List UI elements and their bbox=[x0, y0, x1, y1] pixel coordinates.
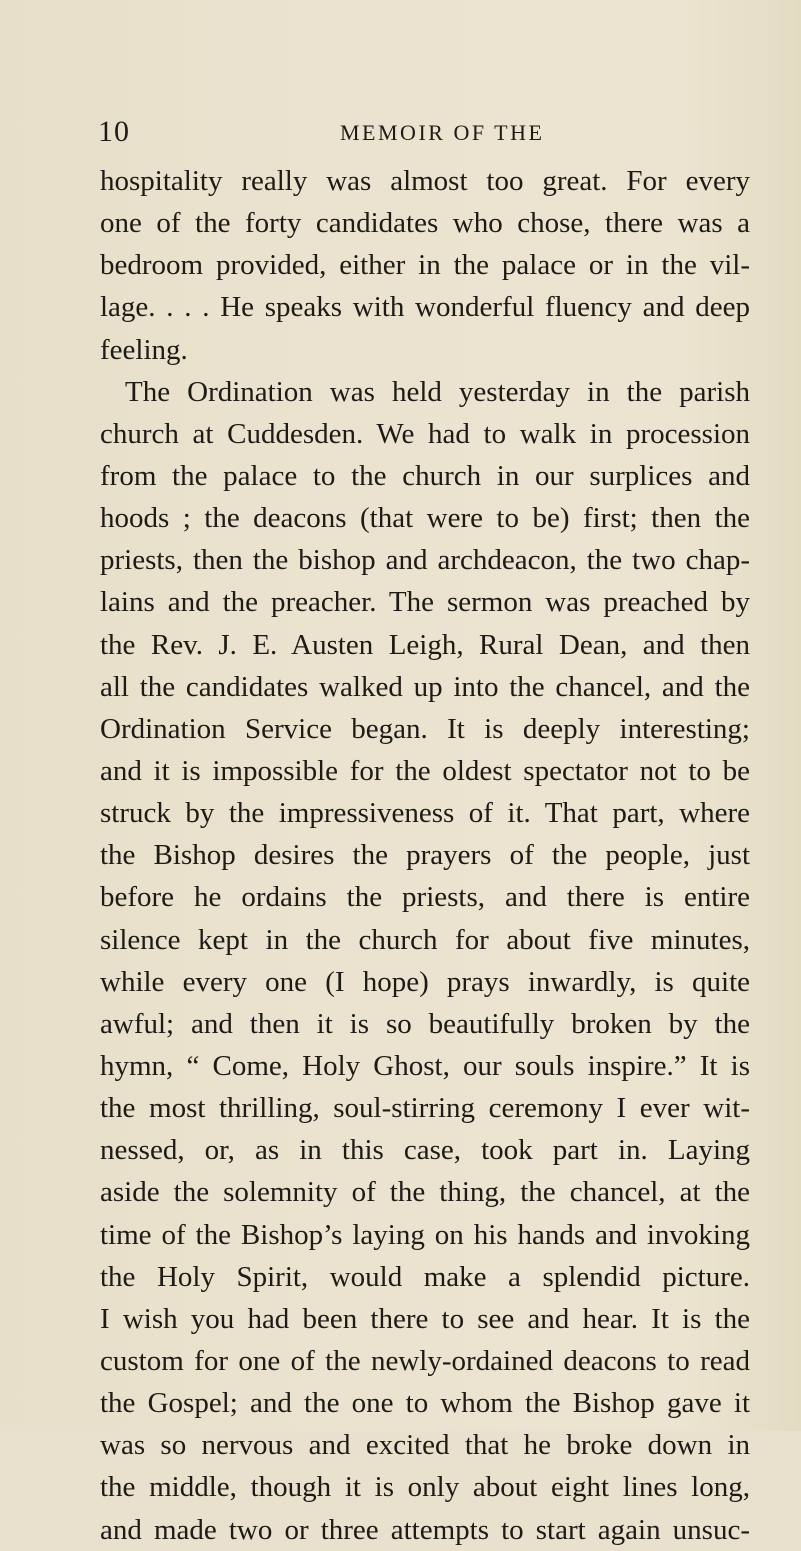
paragraph-first-line: The Ordination was held yesterday in the parish bbox=[125, 375, 750, 408]
text-line: hymn, “ Come, Holy Ghost, our souls inspire.” It is bbox=[100, 1049, 750, 1082]
text-line: from the palace to the church in our surplices and bbox=[100, 459, 750, 492]
text-line: the Bishop desires the prayers of the people, just bbox=[100, 839, 750, 872]
body-text bbox=[100, 160, 750, 1551]
text-line: aside the solemnity of the thing, the chancel, at the bbox=[100, 1176, 750, 1209]
text-line: feeling. bbox=[100, 333, 188, 366]
text-line: was so nervous and excited that he broke down in bbox=[100, 1429, 750, 1462]
running-head bbox=[0, 112, 801, 152]
text-line: while every one (I hope) prays inwardly, is quite bbox=[100, 965, 750, 998]
text-line: awful; and then it is so beautifully broken by the bbox=[100, 1007, 750, 1040]
text-line: priests, then the bishop and archdeacon, the two chap- bbox=[100, 544, 750, 577]
page-number: 10 bbox=[98, 115, 130, 148]
text-line: the Rev. J. E. Austen Leigh, Rural Dean, and then bbox=[100, 628, 750, 661]
text-line: church at Cuddesden. We had to walk in procession bbox=[100, 417, 750, 450]
text-line: hospitality really was almost too great. For every bbox=[100, 165, 750, 197]
running-title: MEMOIR OF THE bbox=[340, 120, 545, 145]
text-line: before he ordains the priests, and there is entire bbox=[100, 881, 750, 914]
text-line: nessed, or, as in this case, took part in. Laying bbox=[100, 1134, 750, 1167]
text-line: the most thrilling, soul-stirring ceremony I ever wit- bbox=[100, 1092, 750, 1125]
text-line: Ordination Service began. It is deeply interesting; bbox=[100, 712, 750, 745]
text-line: silence kept in the church for about five minutes, bbox=[100, 923, 750, 956]
text-line: lage. . . . He speaks with wonderful fluency and deep bbox=[100, 291, 750, 324]
text-line: all the candidates walked up into the chancel, and the bbox=[100, 670, 750, 703]
text-line: bedroom provided, either in the palace or in the vil- bbox=[100, 249, 750, 282]
text-line: and it is impossible for the oldest spectator not to be bbox=[100, 754, 750, 787]
text-line: I wish you had been there to see and hear. It is the bbox=[100, 1302, 750, 1335]
text-line: custom for one of the newly-ordained deacons to read bbox=[100, 1344, 750, 1377]
text-line: the Holy Spirit, would make a splendid picture. bbox=[100, 1260, 750, 1293]
text-line: hoods ; the deacons (that were to be) first; then the bbox=[100, 502, 750, 535]
text-line: one of the forty candidates who chose, there was a bbox=[100, 207, 750, 240]
text-line: time of the Bishop’s laying on his hands and invoking bbox=[100, 1218, 750, 1251]
text-line: lains and the preacher. The sermon was preached by bbox=[100, 586, 750, 619]
text-line: struck by the impressiveness of it. That part, where bbox=[100, 797, 750, 830]
text-line: and made two or three attempts to start again unsuc- bbox=[100, 1513, 750, 1546]
text-line: the middle, though it is only about eight lines long, bbox=[100, 1471, 750, 1504]
text-line: the Gospel; and the one to whom the Bishop gave it bbox=[100, 1387, 750, 1420]
